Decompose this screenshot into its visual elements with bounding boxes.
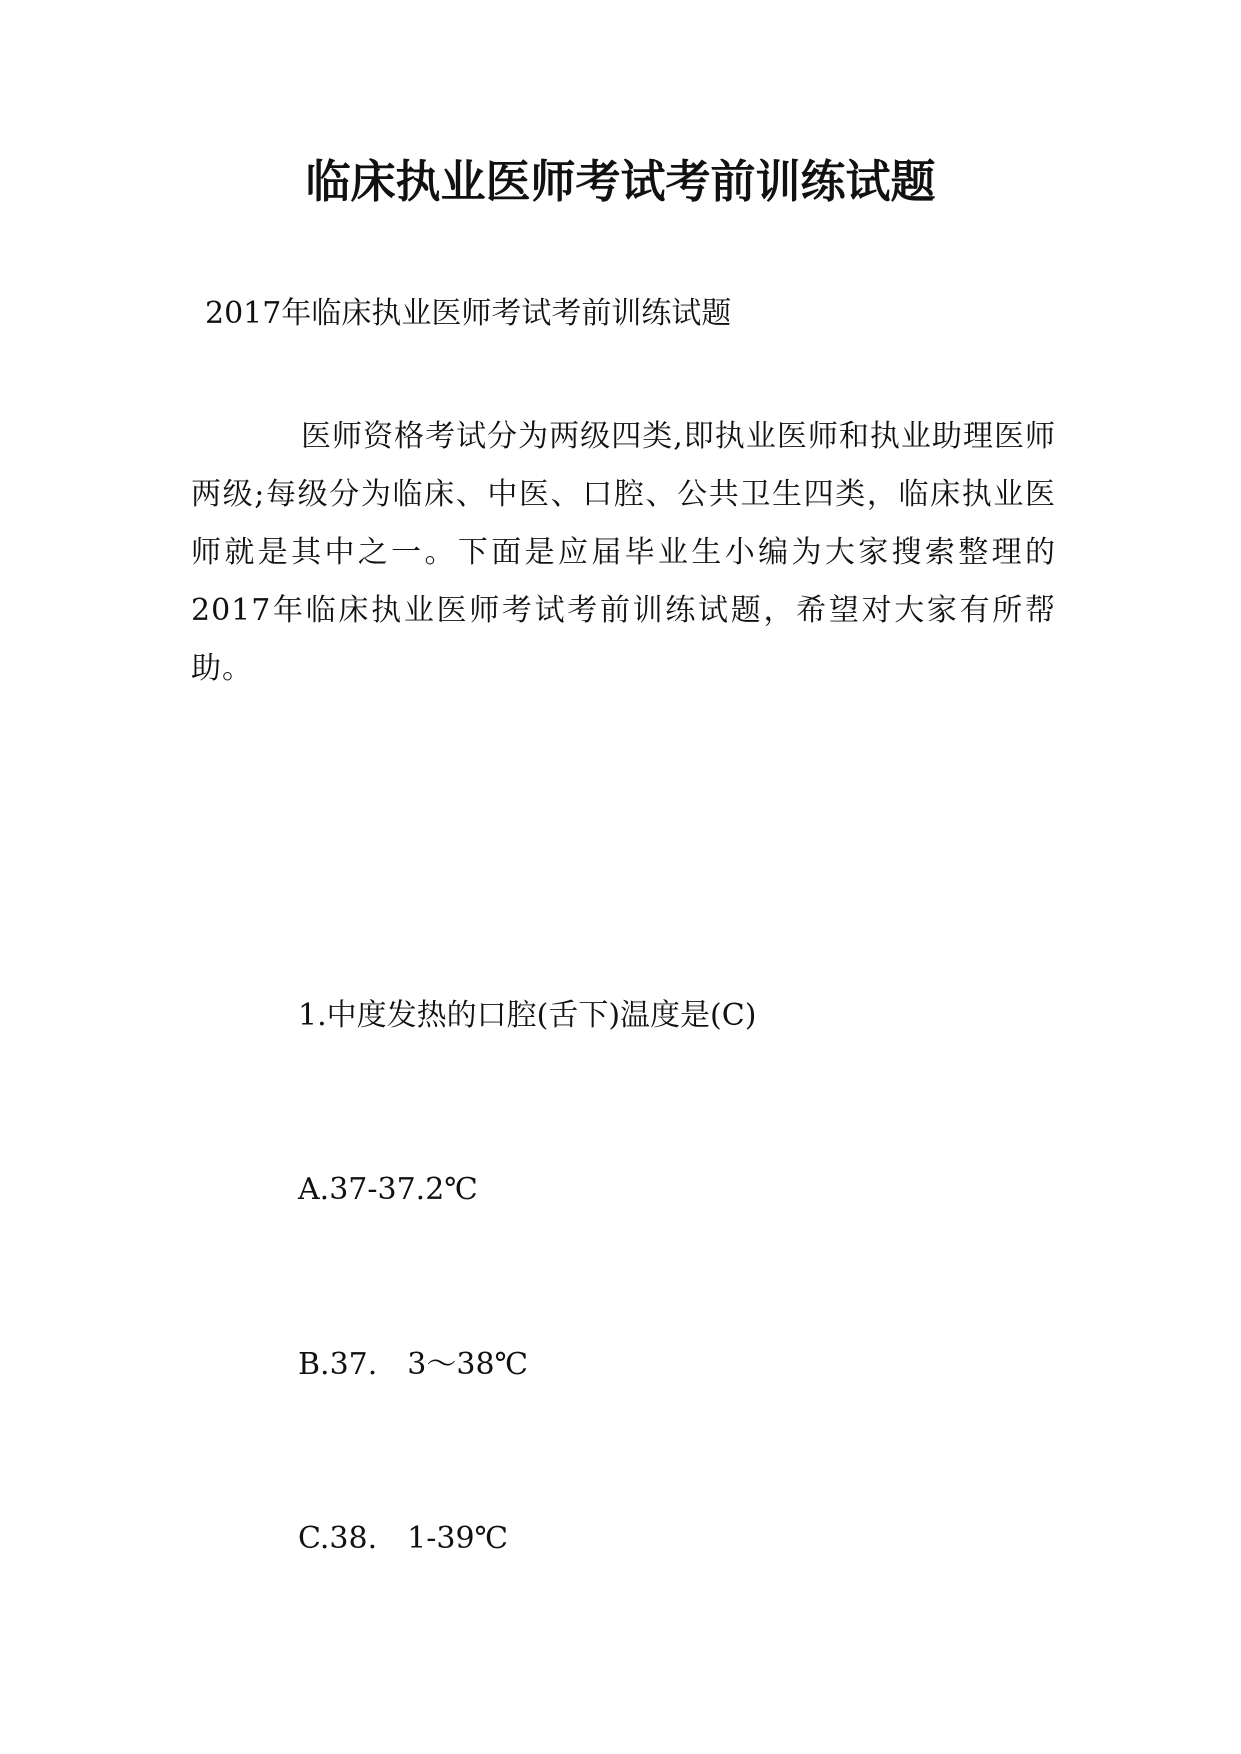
intro-paragraph: 医师资格考试分为两级四类,即执业医师和执业助理医师两级;每级分为临床、中医、口腔、公共卫生四类，临床执业医师就是其中之一。下面是应届毕业生小编为大家搜索整理的2017年临床执业医师考试考前训练试题，希望对大家有所帮助。 bbox=[191, 419, 1056, 686]
document-title: 临床执业医师考试考前训练试题 bbox=[305, 155, 936, 208]
option-c: C.38. 1-39℃ bbox=[298, 1521, 509, 1556]
option-a: A.37-37.2℃ bbox=[298, 1172, 478, 1207]
document-subtitle: 2017年临床执业医师考试考前训练试题 bbox=[205, 296, 732, 331]
question-stem: 1.中度发热的口腔(舌下)温度是(C) bbox=[298, 998, 757, 1033]
option-b: B.37. 3～38℃ bbox=[298, 1347, 529, 1382]
